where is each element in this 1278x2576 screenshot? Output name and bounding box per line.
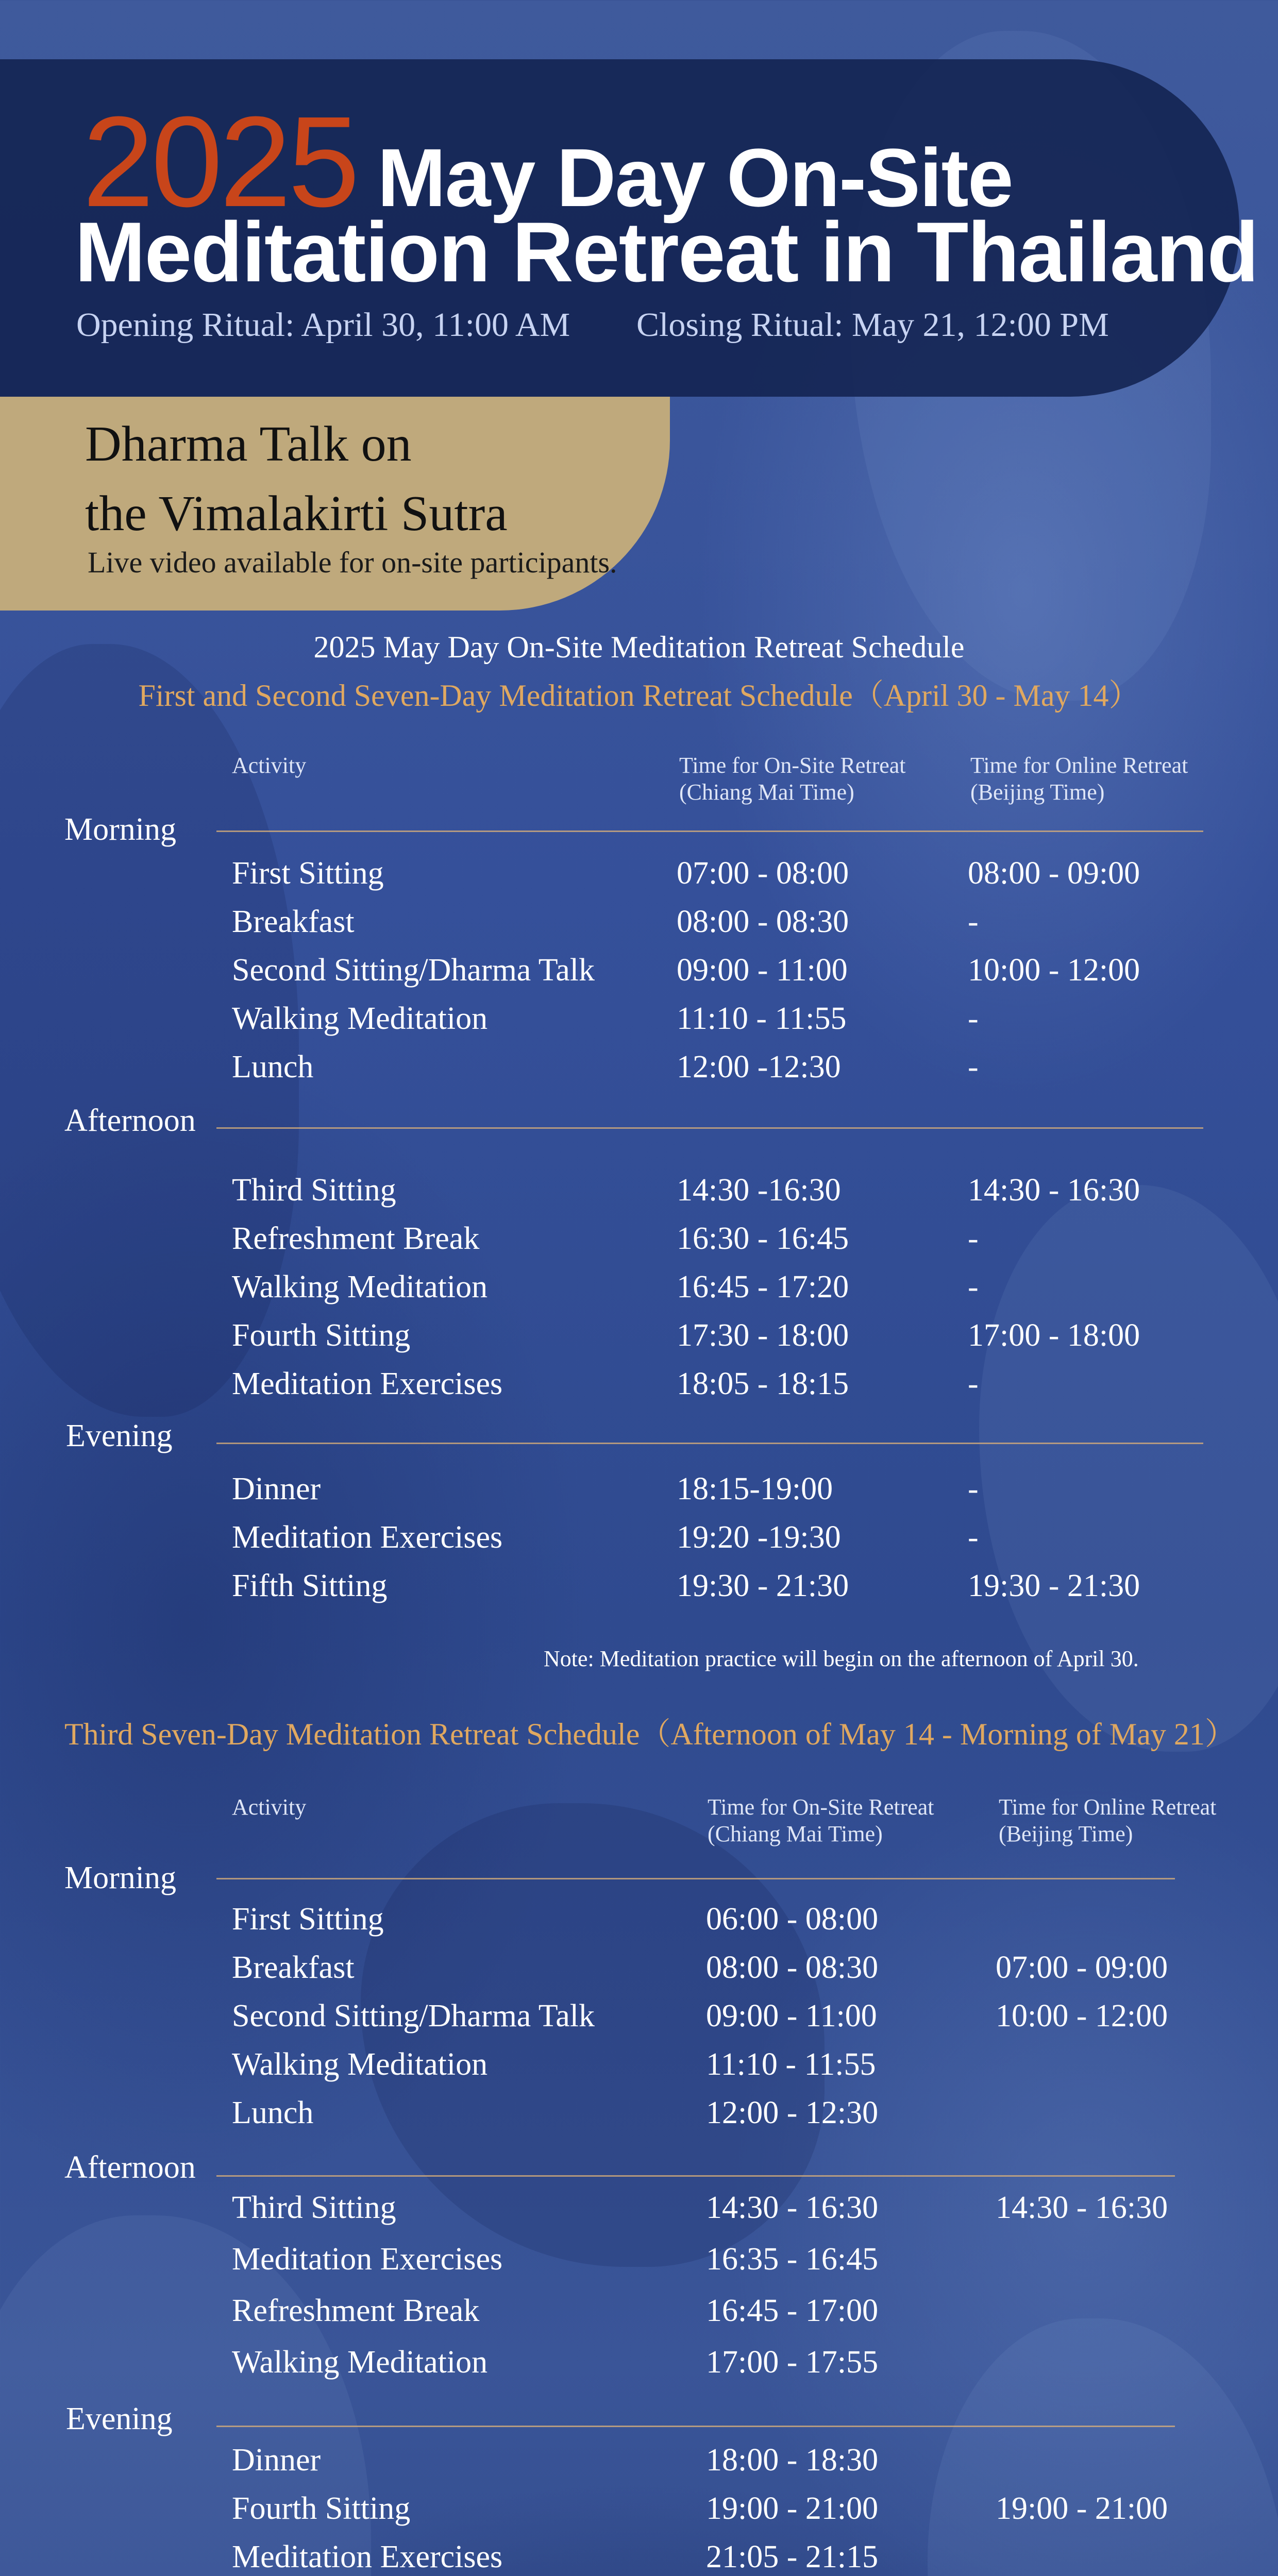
online-time-cell: - bbox=[968, 904, 979, 939]
onsite-time-cell: 18:00 - 18:30 bbox=[706, 2443, 879, 2478]
title-line-1 bbox=[82, 88, 1216, 233]
activity-cell: Fourth Sitting bbox=[232, 2491, 411, 2526]
online-time-cell: - bbox=[968, 1366, 979, 1401]
section-divider bbox=[216, 1878, 1175, 1879]
onsite-time-cell: 07:00 - 08:00 bbox=[677, 856, 849, 891]
online-time-cell: - bbox=[968, 1221, 979, 1256]
activity-cell: First Sitting bbox=[232, 856, 384, 891]
schedule-row bbox=[0, 952, 1278, 998]
onsite-time-cell: 08:00 - 08:30 bbox=[677, 904, 849, 939]
title-year: 2025 bbox=[82, 90, 357, 233]
schedule-row bbox=[0, 2442, 1278, 2488]
closing-ritual: Closing Ritual: May 21, 12:00 PM bbox=[636, 306, 1109, 344]
section-evening: Evening bbox=[66, 1418, 173, 1453]
activity-cell: Second Sitting/Dharma Talk bbox=[232, 953, 595, 988]
column-header-activity: Activity bbox=[232, 1794, 307, 1820]
online-time-cell: 19:30 - 21:30 bbox=[968, 1568, 1140, 1603]
dharma-talk-subtitle: Live video available for on-site participants. bbox=[88, 546, 617, 579]
opening-ritual: Opening Ritual: April 30, 11:00 AM bbox=[76, 306, 570, 344]
onsite-time-cell: 09:00 - 11:00 bbox=[706, 1998, 877, 2033]
onsite-time-cell: 11:10 - 11:55 bbox=[677, 1001, 847, 1036]
onsite-time-cell: 11:10 - 11:55 bbox=[706, 2047, 876, 2082]
onsite-time-cell: 19:30 - 21:30 bbox=[677, 1568, 849, 1603]
section-afternoon: Afternoon bbox=[64, 1103, 196, 1138]
section-divider bbox=[216, 2175, 1175, 2177]
column-header-onsite: Time for On-Site Retreat (Chiang Mai Time) bbox=[708, 1794, 934, 1846]
activity-cell: Walking Meditation bbox=[232, 2047, 488, 2082]
online-time-cell: - bbox=[968, 1520, 979, 1555]
schedule-row bbox=[0, 2241, 1278, 2287]
schedule-row bbox=[0, 1269, 1278, 1315]
schedule-row bbox=[0, 2490, 1278, 2537]
onsite-time-cell: 16:35 - 16:45 bbox=[706, 2242, 879, 2277]
schedule-row bbox=[0, 855, 1278, 902]
activity-cell: Walking Meditation bbox=[232, 1269, 488, 1304]
activity-cell: Meditation Exercises bbox=[232, 2539, 503, 2574]
schedule1-subtitle: First and Second Seven-Day Meditation Retreat Schedule（April 30 - May 14） bbox=[138, 679, 1140, 713]
schedule-row bbox=[0, 1568, 1278, 1614]
title-line-2: Meditation Retreat in Thailand bbox=[75, 205, 1258, 299]
schedule-row bbox=[0, 2539, 1278, 2576]
schedule-main-title: 2025 May Day On-Site Meditation Retreat Schedule bbox=[313, 630, 965, 664]
schedule-row bbox=[0, 1998, 1278, 2044]
activity-cell: Fourth Sitting bbox=[232, 1318, 411, 1353]
activity-cell: Breakfast bbox=[232, 1950, 355, 1985]
activity-cell: Meditation Exercises bbox=[232, 1520, 503, 1555]
schedule2-title: Third Seven-Day Meditation Retreat Schedule（Afternoon of May 14 - Morning of May 21） bbox=[64, 1717, 1236, 1751]
activity-cell: First Sitting bbox=[232, 1902, 384, 1937]
schedule-row bbox=[0, 2046, 1278, 2093]
activity-cell: Walking Meditation bbox=[232, 2345, 488, 2380]
schedule-row bbox=[0, 1519, 1278, 1566]
section-divider bbox=[216, 1443, 1203, 1444]
schedule-row bbox=[0, 1001, 1278, 1047]
schedule-row bbox=[0, 1172, 1278, 1218]
online-time-cell: 07:00 - 09:00 bbox=[996, 1950, 1168, 1985]
online-time-cell: - bbox=[968, 1471, 979, 1506]
onsite-time-cell: 09:00 - 11:00 bbox=[677, 953, 848, 988]
onsite-time-cell: 12:00 - 12:30 bbox=[706, 2095, 879, 2130]
schedule-row bbox=[0, 2344, 1278, 2391]
column-header-activity: Activity bbox=[232, 753, 307, 778]
onsite-time-cell: 17:00 - 17:55 bbox=[706, 2345, 879, 2380]
activity-cell: Lunch bbox=[232, 2095, 314, 2130]
onsite-time-cell: 16:45 - 17:00 bbox=[706, 2293, 879, 2328]
online-time-cell: 14:30 - 16:30 bbox=[996, 2190, 1168, 2225]
onsite-time-cell: 19:00 - 21:00 bbox=[706, 2491, 879, 2526]
online-time-cell: 10:00 - 12:00 bbox=[968, 953, 1140, 988]
column-header-onsite: Time for On-Site Retreat (Chiang Mai Time) bbox=[679, 753, 906, 805]
activity-cell: Second Sitting/Dharma Talk bbox=[232, 1998, 595, 2033]
schedule1-note: Note: Meditation practice will begin on the afternoon of April 30. bbox=[544, 1646, 1139, 1671]
onsite-time-cell: 14:30 -16:30 bbox=[677, 1173, 841, 1208]
schedule-row bbox=[0, 1317, 1278, 1364]
schedule-row bbox=[0, 1471, 1278, 1517]
section-divider bbox=[216, 2426, 1175, 2427]
onsite-time-cell: 06:00 - 08:00 bbox=[706, 1902, 879, 1937]
online-time-cell: - bbox=[968, 1001, 979, 1036]
activity-cell: Dinner bbox=[232, 2443, 321, 2478]
activity-cell: Third Sitting bbox=[232, 1173, 396, 1208]
online-time-cell: 14:30 - 16:30 bbox=[968, 1173, 1140, 1208]
schedule-row bbox=[0, 1366, 1278, 1412]
onsite-time-cell: 12:00 -12:30 bbox=[677, 1049, 841, 1084]
onsite-time-cell: 08:00 - 08:30 bbox=[706, 1950, 879, 1985]
onsite-time-cell: 18:05 - 18:15 bbox=[677, 1366, 849, 1401]
activity-cell: Lunch bbox=[232, 1049, 314, 1084]
onsite-time-cell: 16:45 - 17:20 bbox=[677, 1269, 849, 1304]
activity-cell: Refreshment Break bbox=[232, 1221, 480, 1256]
schedule-row bbox=[0, 2190, 1278, 2236]
online-time-cell: 10:00 - 12:00 bbox=[996, 1998, 1168, 2033]
schedule-row bbox=[0, 1950, 1278, 1996]
section-morning: Morning bbox=[64, 1860, 176, 1895]
activity-cell: Refreshment Break bbox=[232, 2293, 480, 2328]
online-time-cell: 19:00 - 21:00 bbox=[996, 2491, 1168, 2526]
onsite-time-cell: 16:30 - 16:45 bbox=[677, 1221, 849, 1256]
section-afternoon: Afternoon bbox=[64, 2150, 196, 2185]
section-evening: Evening bbox=[66, 2401, 173, 2436]
online-time-cell: - bbox=[968, 1269, 979, 1304]
dharma-talk-title: Dharma Talk on the Vimalakirti Sutra bbox=[85, 416, 508, 541]
onsite-time-cell: 19:20 -19:30 bbox=[677, 1520, 841, 1555]
onsite-time-cell: 18:15-19:00 bbox=[677, 1471, 833, 1506]
title-text-1: May Day On-Site bbox=[377, 131, 1013, 224]
online-time-cell: 08:00 - 09:00 bbox=[968, 856, 1140, 891]
schedule-row bbox=[0, 2293, 1278, 2339]
activity-cell: Breakfast bbox=[232, 904, 355, 939]
activity-cell: Walking Meditation bbox=[232, 1001, 488, 1036]
activity-cell: Meditation Exercises bbox=[232, 2242, 503, 2277]
online-time-cell: 17:00 - 18:00 bbox=[968, 1318, 1140, 1353]
section-morning: Morning bbox=[64, 812, 176, 847]
online-time-cell: - bbox=[968, 1049, 979, 1084]
activity-cell: Fifth Sitting bbox=[232, 1568, 388, 1603]
schedule-row bbox=[0, 1049, 1278, 1095]
activity-cell: Dinner bbox=[232, 1471, 321, 1506]
onsite-time-cell: 17:30 - 18:00 bbox=[677, 1318, 849, 1353]
schedule-row bbox=[0, 1901, 1278, 1947]
schedule-row bbox=[0, 1221, 1278, 1267]
schedule-row bbox=[0, 2095, 1278, 2141]
section-divider bbox=[216, 831, 1203, 832]
schedule-row bbox=[0, 904, 1278, 950]
column-header-online: Time for Online Retreat (Beijing Time) bbox=[970, 753, 1188, 805]
activity-cell: Third Sitting bbox=[232, 2190, 396, 2225]
activity-cell: Meditation Exercises bbox=[232, 1366, 503, 1401]
column-header-online: Time for Online Retreat (Beijing Time) bbox=[999, 1794, 1217, 1846]
onsite-time-cell: 21:05 - 21:15 bbox=[706, 2539, 879, 2574]
section-divider bbox=[216, 1127, 1203, 1129]
onsite-time-cell: 14:30 - 16:30 bbox=[706, 2190, 879, 2225]
